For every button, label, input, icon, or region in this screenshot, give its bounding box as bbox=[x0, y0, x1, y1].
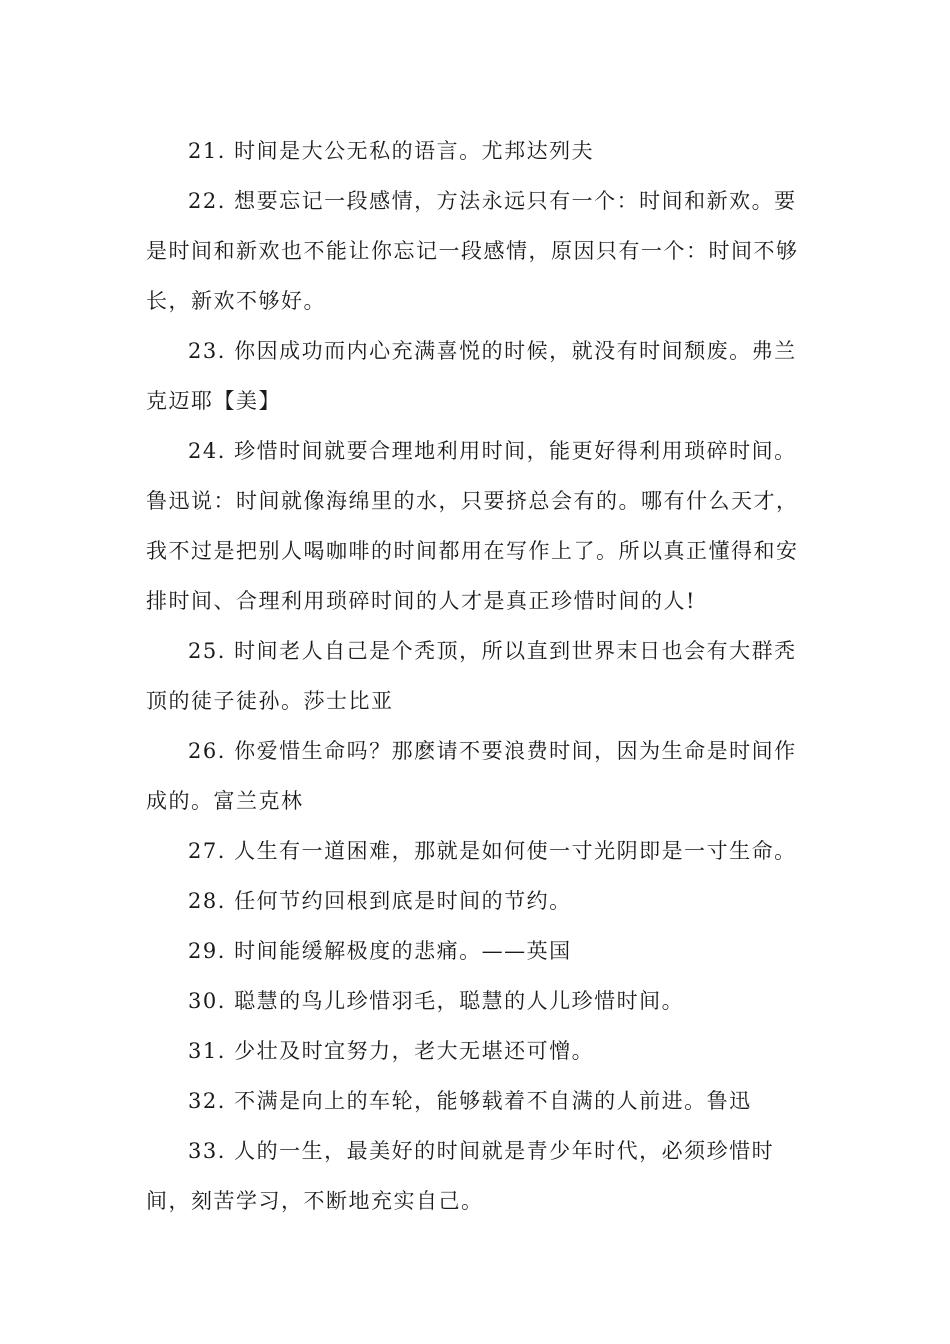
paragraph-33: 33. 人的一生，最美好的时间就是青少年时代，必须珍惜时间，刻苦学习，不断地充实自己。 bbox=[146, 1139, 775, 1213]
paragraph-23: 23. 你因成功而内心充满喜悦的时候，就没有时间颓废。弗兰克迈耶【美】 bbox=[146, 339, 797, 413]
document-body bbox=[146, 126, 810, 1226]
paragraph-30: 30. 聪慧的鸟儿珍惜羽毛，聪慧的人儿珍惜时间。 bbox=[188, 989, 685, 1013]
paragraph-31: 31. 少壮及时宜努力，老大无堪还可憎。 bbox=[188, 1039, 595, 1063]
paragraph-24: 24. 珍惜时间就要合理地利用时间，能更好得利用琐碎时间。鲁迅说：时间就像海绵里的水，只要挤总会有的。哪有什么天才，我不过是把别人喝咖啡的时间都用在写作上了。所以真正懂得和安排时间、合理利用琐碎时间的人才是真正珍惜时间的人! bbox=[146, 439, 799, 613]
paragraph-28: 28. 任何节约回根到底是时间的节约。 bbox=[188, 889, 572, 913]
paragraph-22: 22. 想要忘记一段感情，方法永远只有一个：时间和新欢。要是时间和新欢也不能让你忘记一段感情，原因只有一个：时间不够长，新欢不够好。 bbox=[146, 189, 799, 313]
paragraph-32: 32. 不满是向上的车轮，能够载着不自满的人前进。鲁迅 bbox=[188, 1089, 752, 1113]
paragraph-21: 21. 时间是大公无私的语言。尤邦达列夫 bbox=[188, 139, 595, 163]
paragraph-26: 26. 你爱惜生命吗？那麽请不要浪费时间，因为生命是时间作成的。富兰克林 bbox=[146, 739, 797, 813]
paragraph-27: 27. 人生有一道困难，那就是如何使一寸光阴即是一寸生命。 bbox=[188, 839, 797, 863]
paragraph-29: 29. 时间能缓解极度的悲痛。——英国 bbox=[188, 939, 572, 963]
paragraph-25: 25. 时间老人自己是个秃顶，所以直到世界末日也会有大群秃顶的徒子徒孙。莎士比亚 bbox=[146, 639, 797, 713]
